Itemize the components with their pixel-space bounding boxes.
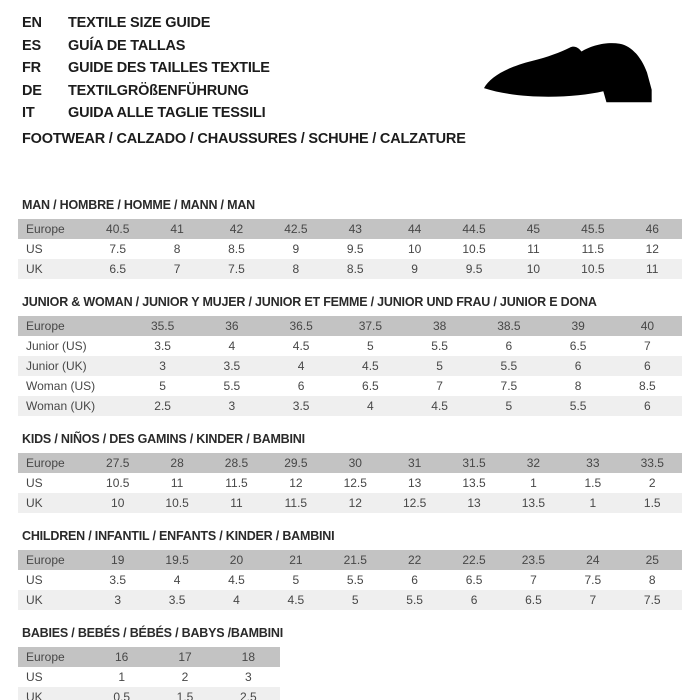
size-cell: 5 xyxy=(292,573,300,587)
row-label: US xyxy=(26,573,43,587)
table-row xyxy=(18,453,682,473)
size-tables-container xyxy=(18,188,682,700)
row-label: US xyxy=(26,242,43,256)
size-cell: 4 xyxy=(367,399,374,413)
row-label: UK xyxy=(26,593,43,607)
size-table xyxy=(18,647,280,700)
size-cell: 38 xyxy=(432,319,447,333)
size-section xyxy=(18,610,682,700)
size-cell: 12.5 xyxy=(343,476,367,490)
size-cell: 7.5 xyxy=(643,593,661,607)
size-cell: 30 xyxy=(348,456,362,470)
size-cell: 8 xyxy=(292,262,300,276)
size-cell: 13.5 xyxy=(462,476,486,490)
size-cell: 1 xyxy=(589,496,597,510)
shoe-icon xyxy=(453,32,685,110)
size-cell: 1.5 xyxy=(643,496,661,510)
size-cell: 10.5 xyxy=(581,262,605,276)
row-label: UK xyxy=(26,496,43,510)
size-cell: 7.5 xyxy=(500,379,518,393)
size-cell: 9 xyxy=(292,242,300,256)
language-row xyxy=(22,80,270,103)
size-cell: 11.5 xyxy=(284,496,308,510)
size-cell: 6 xyxy=(644,399,651,413)
size-cell: 5.5 xyxy=(500,359,518,373)
size-cell: 20 xyxy=(229,553,244,567)
size-cell: 3.5 xyxy=(223,359,241,373)
size-cell: 10 xyxy=(407,242,422,256)
size-cell: 10.5 xyxy=(165,496,189,510)
size-cell: 38.5 xyxy=(497,319,521,333)
size-cell: 3 xyxy=(114,593,122,607)
size-cell: 5.5 xyxy=(223,379,241,393)
size-cell: 0.5 xyxy=(113,690,130,700)
size-cell: 33.5 xyxy=(640,456,664,470)
row-label: US xyxy=(26,476,43,490)
size-cell: 5.5 xyxy=(406,593,423,607)
size-section xyxy=(18,416,682,513)
size-cell: 13 xyxy=(467,496,481,510)
size-cell: 4.5 xyxy=(287,593,305,607)
size-cell: 31.5 xyxy=(462,456,486,470)
size-cell: 7 xyxy=(173,262,181,276)
size-cell: 36.5 xyxy=(289,319,313,333)
size-cell: 23.5 xyxy=(521,553,546,567)
row-label: Woman (US) xyxy=(26,379,96,393)
table-row xyxy=(18,376,682,396)
size-table xyxy=(18,219,682,279)
size-cell: 11 xyxy=(230,496,243,510)
size-cell: 24 xyxy=(586,553,600,567)
size-cell: 22 xyxy=(407,553,422,567)
size-cell: 12.5 xyxy=(402,496,427,510)
language-row xyxy=(22,102,270,125)
size-cell: 5.5 xyxy=(346,573,364,587)
size-cell: 3 xyxy=(159,359,166,373)
size-cell: 44.5 xyxy=(462,222,486,236)
size-cell: 6.5 xyxy=(569,339,587,353)
size-cell: 19 xyxy=(111,553,125,567)
language-label: GUIDA ALLE TAGLIE TESSILI xyxy=(68,105,266,122)
size-cell: 3 xyxy=(228,399,236,413)
language-label: GUIDE DES TAILLES TEXTILE xyxy=(68,60,270,77)
row-label: Europe xyxy=(26,553,65,567)
size-cell: 11 xyxy=(527,242,540,256)
size-cell: 8.5 xyxy=(639,379,656,393)
size-cell: 8 xyxy=(648,573,656,587)
row-label: Europe xyxy=(26,650,65,664)
size-cell: 22.5 xyxy=(462,553,486,567)
language-row xyxy=(22,12,270,35)
size-cell: 8 xyxy=(574,379,582,393)
table-row xyxy=(18,396,682,416)
table-row xyxy=(18,356,682,376)
row-label: UK xyxy=(26,262,43,276)
size-cell: 16 xyxy=(114,650,129,664)
size-cell: 9 xyxy=(411,262,418,276)
table-row xyxy=(18,570,682,590)
table-row xyxy=(18,667,280,687)
size-cell: 7.5 xyxy=(228,262,245,276)
size-cell: 11 xyxy=(646,262,659,276)
size-cell: 6.5 xyxy=(465,573,483,587)
size-cell: 2.5 xyxy=(154,399,171,413)
language-row xyxy=(22,57,270,80)
size-cell: 6 xyxy=(644,359,651,373)
size-section xyxy=(18,513,682,610)
size-cell: 10.5 xyxy=(106,476,130,490)
language-label: GUÍA DE TALLAS xyxy=(68,37,186,54)
language-list xyxy=(22,12,270,125)
row-label: US xyxy=(26,670,43,684)
size-cell: 8 xyxy=(173,242,181,256)
table-row xyxy=(18,219,682,239)
size-cell: 11 xyxy=(170,476,184,490)
size-cell: 3.5 xyxy=(109,573,127,587)
size-section xyxy=(18,279,682,416)
size-cell: 3.5 xyxy=(168,593,186,607)
size-cell: 12 xyxy=(645,242,659,256)
size-cell: 1.5 xyxy=(584,476,602,490)
size-cell: 31 xyxy=(407,456,422,470)
category-title: FOOTWEAR / CALZADO / CHAUSSURES / SCHUHE / CALZATURE xyxy=(22,131,466,147)
table-row xyxy=(18,493,682,513)
size-cell: 44 xyxy=(407,222,422,236)
size-cell: 3 xyxy=(244,670,252,684)
size-cell: 4.5 xyxy=(362,359,379,373)
size-cell: 5.5 xyxy=(569,399,587,413)
language-code: IT xyxy=(22,105,35,122)
size-cell: 11.5 xyxy=(581,242,605,256)
size-cell: 28.5 xyxy=(224,456,249,470)
size-cell: 35.5 xyxy=(150,319,175,333)
size-cell: 46 xyxy=(645,222,659,236)
size-cell: 28 xyxy=(170,456,184,470)
size-cell: 19.5 xyxy=(165,553,189,567)
section-title: MAN / HOMBRE / HOMME / MANN / MAN xyxy=(22,198,255,212)
size-cell: 4 xyxy=(233,593,240,607)
table-row xyxy=(18,550,682,570)
row-label: Junior (UK) xyxy=(26,359,87,373)
size-cell: 11.5 xyxy=(225,476,248,490)
size-cell: 6.5 xyxy=(525,593,542,607)
size-cell: 7 xyxy=(644,339,651,353)
size-cell: 18 xyxy=(241,650,255,664)
language-code: EN xyxy=(22,15,42,32)
language-code: FR xyxy=(22,60,41,77)
size-cell: 7 xyxy=(589,593,597,607)
size-cell: 4.5 xyxy=(228,573,245,587)
table-row xyxy=(18,259,682,279)
size-cell: 43 xyxy=(348,222,362,236)
size-cell: 1 xyxy=(118,670,125,684)
size-table xyxy=(18,550,682,610)
size-cell: 12 xyxy=(348,496,362,510)
size-cell: 8.5 xyxy=(346,262,364,276)
section-title: CHILDREN / INFANTIL / ENFANTS / KINDER / BAMBINI xyxy=(22,529,335,543)
size-cell: 7.5 xyxy=(109,242,127,256)
size-cell: 33 xyxy=(586,456,600,470)
row-label: Woman (UK) xyxy=(26,399,96,413)
size-cell: 41 xyxy=(170,222,184,236)
table-row xyxy=(18,316,682,336)
language-label: TEXTILE SIZE GUIDE xyxy=(68,15,211,32)
size-cell: 6 xyxy=(505,339,513,353)
size-cell: 7 xyxy=(436,379,443,393)
size-cell: 13.5 xyxy=(521,496,546,510)
size-cell: 5 xyxy=(505,399,513,413)
size-cell: 6 xyxy=(411,573,418,587)
size-cell: 25 xyxy=(645,553,659,567)
size-cell: 10.5 xyxy=(462,242,486,256)
size-cell: 7.5 xyxy=(584,573,602,587)
size-cell: 39 xyxy=(571,319,585,333)
size-cell: 36 xyxy=(225,319,239,333)
size-cell: 21.5 xyxy=(343,553,367,567)
size-cell: 32 xyxy=(526,456,541,470)
size-cell: 37.5 xyxy=(358,319,383,333)
size-section xyxy=(18,188,682,279)
size-cell: 6 xyxy=(574,359,582,373)
size-cell: 8.5 xyxy=(228,242,245,256)
size-cell: 40.5 xyxy=(106,222,130,236)
table-row xyxy=(18,473,682,493)
size-cell: 3.5 xyxy=(292,399,310,413)
size-cell: 2 xyxy=(181,670,189,684)
size-cell: 2 xyxy=(648,476,656,490)
size-cell: 3.5 xyxy=(154,339,171,353)
size-cell: 5 xyxy=(351,593,359,607)
size-cell: 1.5 xyxy=(176,690,194,700)
section-title: JUNIOR & WOMAN / JUNIOR Y MUJER / JUNIOR ET FEMME / JUNIOR UND FRAU / JUNIOR E DONA xyxy=(22,295,597,309)
size-cell: 17 xyxy=(178,650,192,664)
section-title: KIDS / NIÑOS / DES GAMINS / KINDER / BAMBINI xyxy=(22,432,305,446)
size-cell: 13 xyxy=(407,476,422,490)
size-cell: 40 xyxy=(640,319,655,333)
size-cell: 21 xyxy=(289,553,303,567)
table-row xyxy=(18,336,682,356)
row-label: UK xyxy=(26,690,43,700)
size-cell: 42.5 xyxy=(284,222,308,236)
size-cell: 27.5 xyxy=(106,456,130,470)
row-label: Europe xyxy=(26,222,65,236)
table-row xyxy=(18,590,682,610)
size-table xyxy=(18,316,682,416)
table-row xyxy=(18,647,280,667)
size-cell: 4 xyxy=(173,573,181,587)
row-label: Junior (US) xyxy=(26,339,87,353)
size-cell: 6.5 xyxy=(109,262,127,276)
size-cell: 29.5 xyxy=(284,456,308,470)
size-cell: 1 xyxy=(530,476,537,490)
size-cell: 6 xyxy=(297,379,305,393)
size-cell: 9.5 xyxy=(346,242,364,256)
size-cell: 4.5 xyxy=(431,399,448,413)
size-cell: 45 xyxy=(526,222,541,236)
section-title: BABIES / BEBÉS / BÉBÉS / BABYS /BAMBINI xyxy=(22,626,283,640)
table-row xyxy=(18,239,682,259)
size-cell: 7 xyxy=(530,573,537,587)
size-cell: 5.5 xyxy=(431,339,448,353)
size-table xyxy=(18,453,682,513)
size-cell: 2.5 xyxy=(239,690,257,700)
language-code: ES xyxy=(22,37,41,54)
size-cell: 9.5 xyxy=(465,262,483,276)
size-cell: 4 xyxy=(228,339,236,353)
row-label: Europe xyxy=(26,456,65,470)
size-cell: 45.5 xyxy=(581,222,605,236)
size-cell: 10 xyxy=(111,496,125,510)
row-label: Europe xyxy=(26,319,65,333)
size-cell: 6.5 xyxy=(362,379,379,393)
language-label: TEXTILGRÖßENFÜHRUNG xyxy=(68,82,249,99)
size-cell: 5 xyxy=(159,379,166,393)
size-cell: 12 xyxy=(289,476,303,490)
size-cell: 4.5 xyxy=(292,339,310,353)
language-code: DE xyxy=(22,82,42,99)
table-row xyxy=(18,687,280,700)
size-cell: 5 xyxy=(436,359,443,373)
size-cell: 5 xyxy=(367,339,374,353)
size-cell: 10 xyxy=(526,262,541,276)
size-cell: 42 xyxy=(229,222,244,236)
language-row xyxy=(22,35,270,58)
size-cell: 4 xyxy=(297,359,305,373)
size-cell: 6 xyxy=(470,593,478,607)
